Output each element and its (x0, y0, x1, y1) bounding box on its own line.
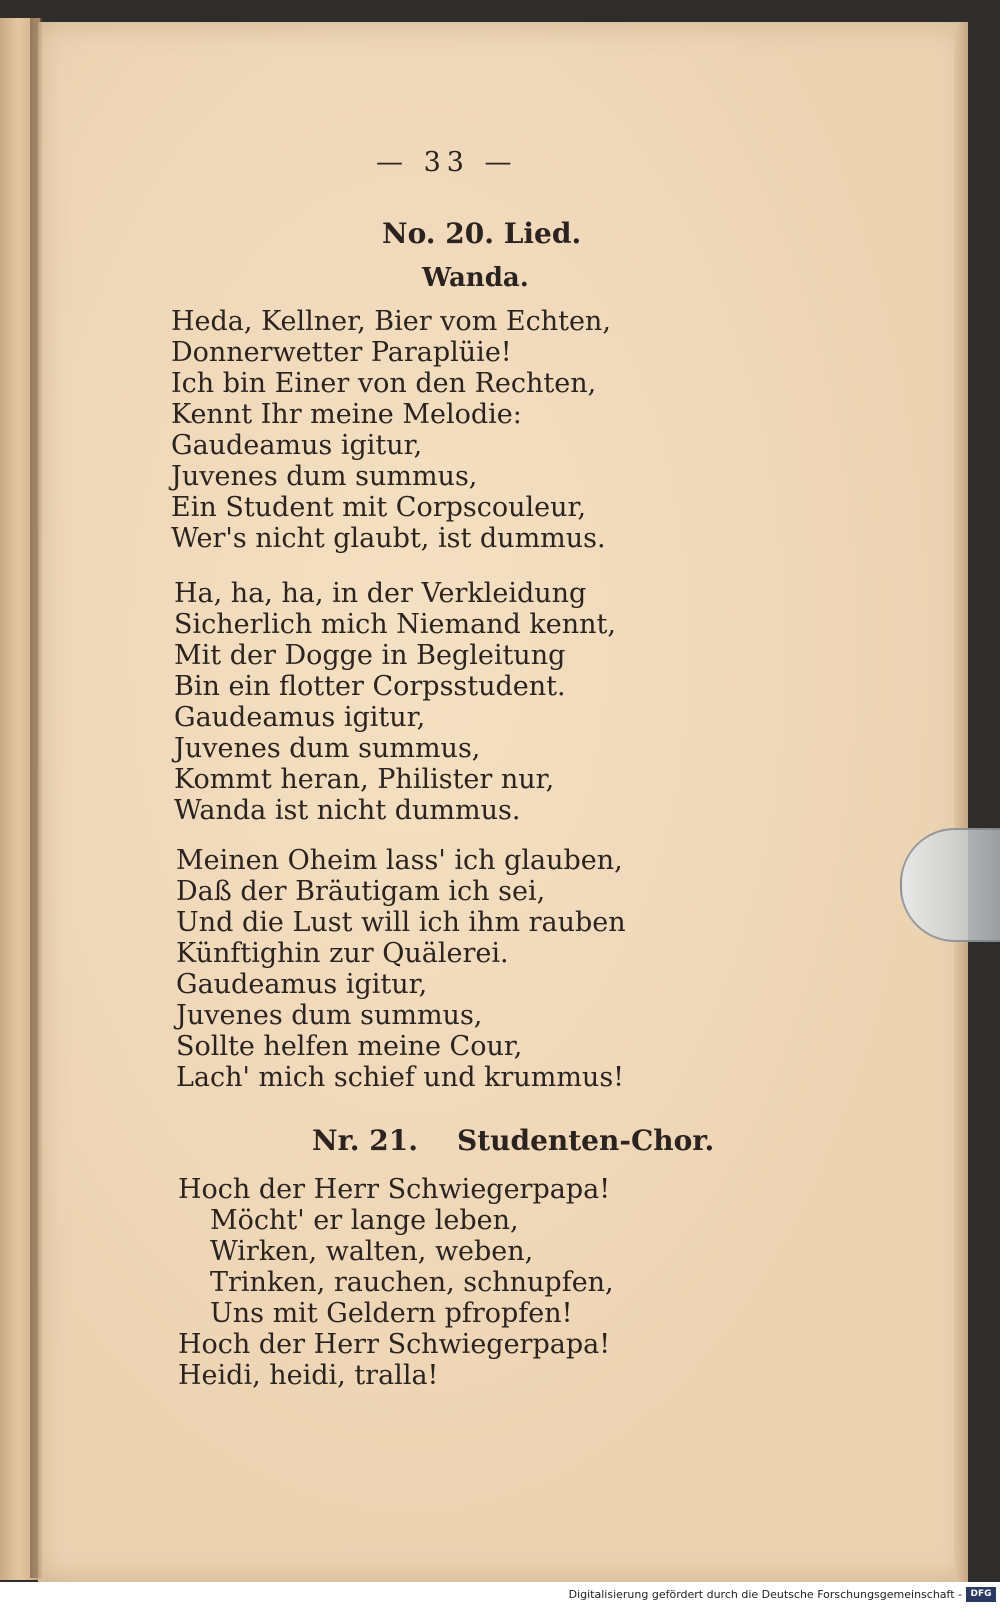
verse-line: Daß der Bräutigam ich sei, (176, 876, 546, 907)
funding-credit: Digitalisierung gefördert durch die Deutsche Forschungsgemeinschaft - (568, 1588, 962, 1601)
stanza-2 (174, 578, 616, 826)
chorus-stanza (178, 1174, 614, 1391)
verse-line: Sollte helfen meine Cour, (176, 1031, 523, 1062)
verse-line: Gaudeamus igitur, (176, 969, 428, 1000)
song-heading-nr-21: Nr. 21. Studenten-Chor. (312, 1124, 715, 1157)
verse-line: Und die Lust will ich ihm rauben (176, 907, 626, 938)
verse-line: Gaudeamus igitur, (174, 702, 426, 733)
verse-line: Kennt Ihr meine Melodie: (171, 399, 522, 430)
verse-line: Meinen Oheim lass' ich glauben, (176, 845, 623, 876)
verse-line: Wer's nicht glaubt, ist dummus. (171, 523, 606, 554)
verse-line: Möcht' er lange leben, (210, 1205, 519, 1236)
verse-line: Bin ein flotter Corpsstudent. (174, 671, 566, 702)
verse-line: Künftighin zur Quälerei. (176, 938, 509, 969)
verse-line: Donnerwetter Paraplüie! (171, 337, 512, 368)
page-number: — 33 — (376, 147, 518, 178)
verse-line: Hoch der Herr Schwiegerpapa! (178, 1329, 611, 1360)
verse-line: Juvenes dum summus, (174, 733, 481, 764)
verse-line: Ha, ha, ha, in der Verkleidung (174, 578, 587, 609)
page-fore-edge (954, 22, 968, 1582)
verse-line: Kommt heran, Philister nur, (174, 764, 555, 795)
verse-line: Juvenes dum summus, (171, 461, 478, 492)
verse-line: Ein Student mit Corpscouleur, (171, 492, 587, 523)
dfg-logo[interactable]: DFG (966, 1587, 996, 1602)
stanza-3 (176, 845, 626, 1093)
verse-line: Heidi, heidi, tralla! (178, 1360, 439, 1391)
song-heading-no-20: No. 20. Lied. (382, 217, 582, 250)
song-subtitle-wanda: Wanda. (422, 263, 529, 293)
verse-line: Trinken, rauchen, schnupfen, (210, 1267, 614, 1298)
stanza-1 (171, 306, 611, 554)
verse-line: Mit der Dogge in Begleitung (174, 640, 566, 671)
verse-line: Hoch der Herr Schwiegerpapa! (178, 1174, 611, 1205)
verse-line: Sicherlich mich Niemand kennt, (174, 609, 616, 640)
verse-line: Uns mit Geldern pfropfen! (210, 1298, 573, 1329)
verse-line: Juvenes dum summus, (176, 1000, 483, 1031)
verse-line: Gaudeamus igitur, (171, 430, 423, 461)
verse-line: Wanda ist nicht dummus. (174, 795, 521, 826)
verse-line: Wirken, walten, weben, (210, 1236, 534, 1267)
digitization-footer (0, 1582, 1000, 1608)
verse-line: Heda, Kellner, Bier vom Echten, (171, 306, 611, 337)
verse-line: Lach' mich schief und krummus! (176, 1062, 625, 1093)
page-clip (900, 828, 1000, 942)
verse-line: Ich bin Einer von den Rechten, (171, 368, 597, 399)
book-gutter (30, 18, 42, 1578)
